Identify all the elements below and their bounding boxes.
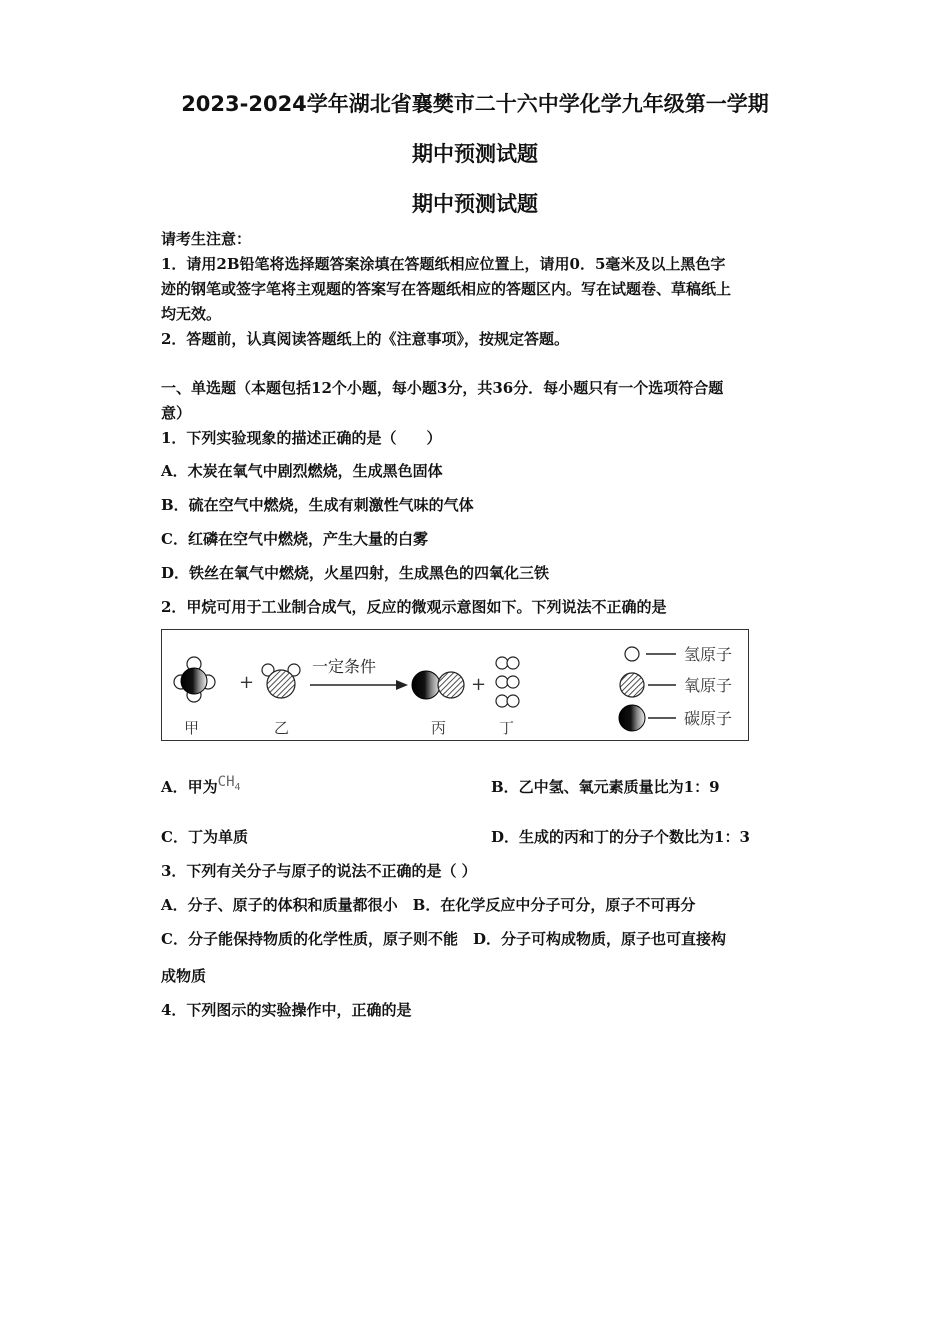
legend [619, 645, 732, 731]
legend-oxygen-swatch [620, 673, 644, 697]
label-ding: 丁 [499, 719, 515, 737]
hydrogen-molecules [496, 657, 519, 707]
reaction-diagram [161, 629, 749, 741]
ch4-formula [217, 774, 241, 793]
q3-stem: 3．下列有关分子与原子的说法不正确的是（ ） [161, 862, 477, 880]
q2-option-a-prefix: A．甲为 [161, 778, 218, 796]
q3-options-cd-continued: 成物质 [161, 967, 207, 985]
arrow-condition-label: 一定条件 [312, 657, 377, 676]
carbon-monoxide-molecule [412, 671, 464, 699]
plus-sign-1: + [239, 672, 255, 693]
q3-options-ab: A．分子、原子的体积和质量都很小 B．在化学反应中分子可分，原子不可再分 [161, 896, 696, 914]
legend-hydrogen-label: 氢原子 [684, 645, 733, 664]
methane-molecule [174, 657, 215, 702]
q2-stem: 2．甲烷可用于工业制合成气，反应的微观示意图如下。下列说法不正确的是 [161, 598, 667, 616]
q1-option-b: B．硫在空气中燃烧，生成有刺激性气味的气体 [161, 496, 474, 514]
q1-option-a: A．木炭在氧气中剧烈燃烧，生成黑色固体 [161, 462, 443, 480]
q3-options-cd: C．分子能保持物质的化学性质，原子则不能 D．分子可构成物质，原子也可直接构 [161, 930, 726, 948]
legend-oxygen-label: 氧原子 [684, 676, 733, 695]
legend-carbon-swatch [619, 705, 645, 731]
q4-stem: 4．下列图示的实验操作中，正确的是 [161, 1001, 412, 1019]
label-jia: 甲 [184, 719, 200, 737]
section-1-heading-line-2: 意） [161, 404, 192, 422]
q2-option-d: D．生成的丙和丁的分子个数比为1：3 [491, 828, 750, 846]
notice-heading: 请考生注意： [161, 230, 252, 248]
notice-item-2: 2．答题前，认真阅读答题纸上的《注意事项》，按规定答题。 [161, 330, 569, 348]
q1-option-c: C．红磷在空气中燃烧，产生大量的白雾 [161, 530, 428, 548]
arrow-head [396, 680, 408, 690]
plus-sign-2: + [471, 674, 487, 695]
q2-option-b: B．乙中氢、氧元素质量比为1：9 [491, 778, 720, 796]
ch4-main: CH [217, 774, 235, 790]
notice-item-1-line-2: 迹的钢笔或签字笔将主观题的答案写在答题纸相应的答题区内。写在试题卷、草稿纸上 [161, 280, 732, 298]
notice-item-1-line-3: 均无效。 [161, 305, 222, 323]
q2-option-c: C．丁为单质 [161, 828, 248, 846]
title-line-1: 2023-2024学年湖北省襄樊市二十六中学化学九年级第一学期 [181, 92, 769, 116]
label-yi: 乙 [274, 719, 290, 737]
q1-stem: 1．下列实验现象的描述正确的是（ ） [161, 429, 442, 447]
ch4-subscript: 4 [234, 781, 241, 793]
title-line-2: 期中预测试题 [412, 142, 538, 166]
water-molecule [262, 664, 300, 698]
q1-option-d: D．铁丝在氧气中燃烧，火星四射，生成黑色的四氧化三铁 [161, 564, 550, 582]
legend-carbon-label: 碳原子 [684, 709, 733, 728]
section-1-heading-line-1: 一、单选题（本题包括12个小题，每小题3分，共36分．每小题只有一个选项符合题 [161, 379, 724, 397]
q2-option-a [161, 776, 241, 799]
reaction-diagram-svg [162, 630, 747, 739]
legend-hydrogen-swatch [625, 647, 639, 661]
label-bing: 丙 [431, 719, 447, 737]
title-line-3: 期中预测试题 [412, 192, 538, 216]
notice-item-1-line-1: 1．请用2B铅笔将选择题答案涂填在答题纸相应位置上，请用0．5毫米及以上黑色字 [161, 255, 726, 273]
